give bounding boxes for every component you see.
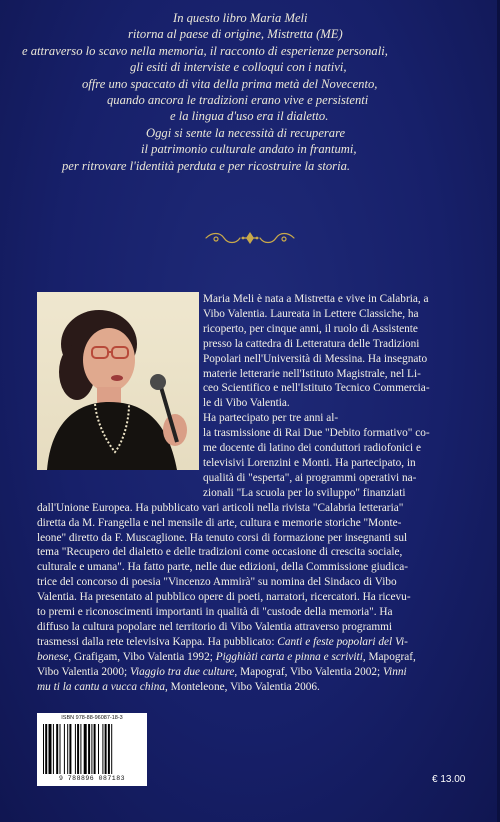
bio-text: , Mapograf, [362,650,416,663]
isbn-label: ISBN 978-88-96087-18-3 [61,715,123,721]
bio-line: ricoperto, per cinque anni, il ruolo di Assistente [203,322,418,335]
publication-title: Viaggio tra due culture [129,665,235,678]
back-cover-blurb [22,10,480,174]
bio-line [37,635,477,650]
blurb-line: In questo libro Maria Meli [173,11,308,25]
bio-line: Vibo Valentia. Laureata in Lettere Classiche, ha [203,307,419,320]
bio-line: to premi e riconoscimenti importanti in qualità di "custode della memoria". Ha [37,606,393,619]
bio-line: diffuso la cultura popolare nel territorio di Vibo Valentia attraverso programmi [37,620,393,633]
bio-line: Valentia. Ha presentato al pubblico opere di poeti, narratori, ricercatori. Ha ricevu- [37,591,411,604]
bio-line: materie letterarie nell'Istituto Magistrale, nel Li- [203,367,421,380]
bio-line: trice del concorso di poesia "Vincenzo Ammirà" su nomina del Sindaco di Vibo [37,576,397,589]
bio-text: Vibo Valentia 2000; [37,665,130,678]
publication-title: bonese [37,650,69,663]
bio-line [37,650,477,665]
bio-line: Popolari nell'Università di Messina. Ha insegnato [203,352,428,365]
blurb-line: Oggi si sente la necessità di recuperare [146,125,346,140]
author-biography [37,292,477,694]
bio-line: qualità di "esperta", ai programmi operativi na- [203,471,417,484]
bio-line: le di Vibo Valentia. [203,397,290,410]
publication-title: Pigghiàti carta e pinna e scriviti [215,650,363,663]
barcode-bars [43,724,141,774]
bio-line: televisivi Lorenzini e Monti. Ha partecipato, in [203,456,416,469]
bio-line: zionali "La scuola per lo sviluppo" finanziati [203,486,406,499]
bio-line: Ha partecipato per tre anni al- [203,412,339,425]
bio-line: me docente di latino dei conduttori radiofonici e [203,442,422,455]
blurb-line: ritorna al paese di origine, Mistretta (ME) [128,27,343,42]
bio-line [37,680,477,695]
bio-line: Maria Meli è nata a Mistretta e vive in Calabria, a [203,293,429,305]
bio-line: ceo Scientifico e nell'Istituto Tecnico Commercia- [203,382,430,395]
bio-line: la trasmissione di Rai Due "Debito formativo" co- [203,427,430,440]
blurb-line: e attraverso lo scavo nella memoria, il racconto di esperienze personali, [22,43,388,58]
bio-line [37,665,477,680]
bio-line: diretta da M. Frangella e nel mensile di arte, cultura e memorie storiche "Monte- [37,516,402,529]
publication-title: mu ti la cantu a vucca china [37,680,166,693]
publication-title: Vinni [383,665,407,678]
bio-line: presso la cattedra di Letteratura delle Tradizioni [203,337,420,350]
blurb-line: per ritrovare l'identità perduta e per ricostruire la storia. [62,158,351,173]
publication-title: Canti e feste popolari del Vi- [277,635,408,648]
blurb-line: e la lingua d'uso era il dialetto. [170,109,329,124]
bio-line: tema "Recupero del dialetto e delle tradizioni come occasione di crescita sociale, [37,546,403,559]
blurb-line: quando ancora le tradizioni erano vive e persistenti [107,93,369,108]
bio-text: , Mapograf, Vibo Valentia 2002; [234,665,383,678]
blurb-line: il patrimonio culturale andato in frantumi, [141,142,357,157]
bio-line: leone" diretto da F. Muscaglione. Ha tenuto corsi di formazione per insegnanti sul [37,531,408,544]
bio-line: dall'Unione Europea. Ha pubblicato vari articoli nella rivista "Calabria letteraria" [37,501,404,514]
bio-text: , Monteleone, Vibo Valentia 2006. [165,680,320,693]
price-label: € 13.00 [432,774,466,785]
isbn-digits: 9 788896 087183 [58,775,125,782]
bio-text: , Grafigam, Vibo Valentia 1992; [68,650,216,663]
isbn-barcode [37,713,147,786]
decorative-flourish-icon [200,228,300,248]
blurb-line: offre uno spaccato di vita della prima metà del Novecento, [82,76,378,91]
bio-text: trasmessi dalla rete televisiva Kappa. Ha pubblicato: [37,635,275,648]
blurb-line: gli esiti di interviste e colloqui con i nativi, [130,60,347,75]
bio-line: culturale e umana". Ha fatto parte, nelle due edizioni, della Commissione giudica- [37,561,409,574]
